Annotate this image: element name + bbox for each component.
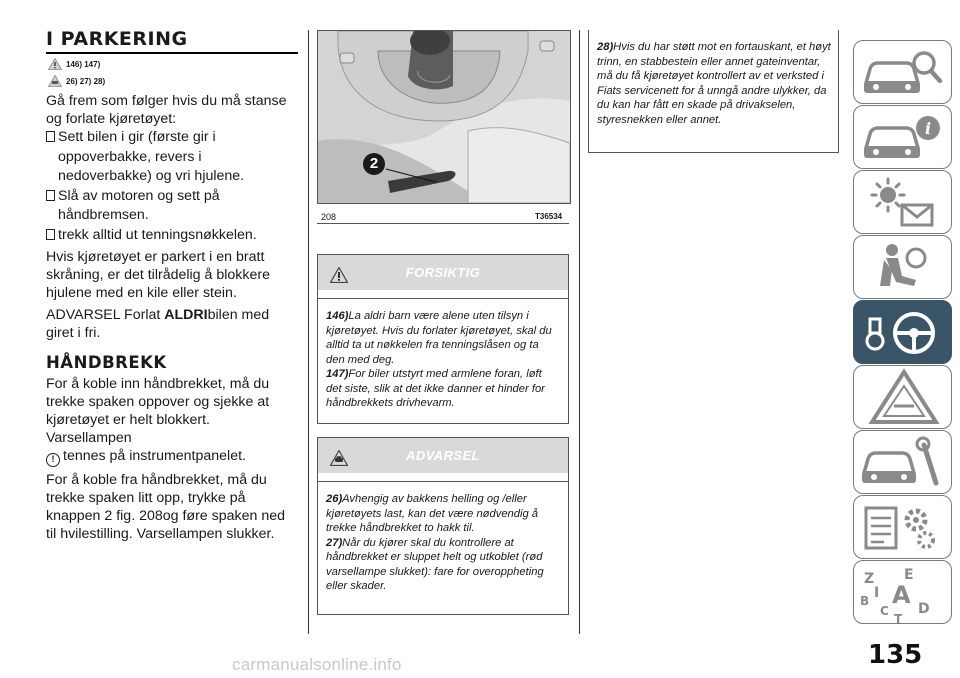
note-text: Hvis du har støtt mot en fortauskant, et høyt trinn, en stabbestein eller annet gateinventar, må du få kjøretøyet kontrollert av et verksted i Fiats servicenett for å unngå andre ulykker, da du kan har fått en skade på drivakselen, styresnekken eller annet.	[597, 41, 831, 126]
slope-paragraph: Hvis kjøretøyet er parkert i en bratt skråning, er det tilrådelig å blokkere hjulene med en kile eller stein.	[46, 248, 270, 301]
caution-item	[326, 367, 560, 411]
page-number: 135	[868, 640, 923, 670]
key-steering-wheel-icon	[854, 301, 953, 365]
engage-text: For å koble inn håndbrekket, må du trekke spaken oppover og sjekke at kjøretøyet er helt blokkert. Varsellampen	[46, 375, 270, 446]
warning-item	[326, 536, 560, 594]
dashboard-lights-icon	[854, 171, 953, 235]
note-text: For biler utstyrt med armlene foran, løft det siste, slik at det ikke danner et hinder for håndbrekkets drivhevarm.	[326, 368, 545, 409]
tab-dashboard-lights[interactable]	[853, 170, 952, 234]
car-search-icon	[854, 41, 953, 105]
bullet-text: Slå av motoren og sett på håndbremsen.	[58, 187, 220, 223]
warning-header	[318, 438, 568, 473]
list-item	[46, 128, 298, 187]
car-warning-icon	[48, 75, 62, 87]
note-number[interactable]: 27)	[326, 536, 343, 549]
warning-refs-2	[48, 74, 298, 88]
index-letters-icon	[854, 561, 953, 625]
note-number[interactable]: 26)	[326, 493, 343, 505]
bullet-box-icon	[46, 229, 55, 240]
column-divider	[308, 30, 309, 634]
warning-item	[597, 40, 832, 127]
index-letter: I	[874, 585, 880, 601]
warning-triangle-icon	[330, 267, 348, 283]
engage-text-2: tennes på instrumentpanelet.	[63, 447, 246, 464]
bullet-box-icon	[46, 131, 55, 142]
engage-paragraph	[46, 375, 298, 467]
column-divider	[579, 30, 580, 634]
tab-airbag-safety[interactable]	[853, 235, 952, 299]
note-number[interactable]: 146)	[326, 310, 349, 322]
note-number[interactable]: 28)	[597, 41, 614, 53]
figure-handbrake-lever	[317, 30, 571, 204]
advarsel-bold: ALDRI	[164, 306, 208, 323]
tab-specs-gear[interactable]	[853, 495, 952, 559]
column-parking	[46, 28, 298, 543]
car-info-icon	[854, 106, 953, 170]
callout-number: 2	[369, 155, 379, 172]
car-wrench-icon	[854, 431, 953, 495]
warning-box	[317, 437, 569, 615]
tab-warning-triangle[interactable]	[853, 365, 952, 429]
tab-car-info[interactable]	[853, 105, 952, 169]
title-rule	[46, 52, 298, 54]
svg-text:i: i	[924, 119, 932, 138]
warning-continuation-body	[589, 30, 838, 131]
warning-triangle-icon	[48, 58, 62, 70]
index-letter: B	[860, 594, 870, 608]
tab-car-wrench[interactable]	[853, 430, 952, 494]
watermark-text: carmanualsonline.info	[232, 655, 402, 674]
tab-index[interactable]	[853, 560, 952, 624]
caution-header	[318, 255, 568, 290]
note-text: La aldri barn være alene uten tilsyn i kjøretøyet. Hvis du forlater kjøretøyet, skal du alltid ta ut nøkkelen fra tenningslåsen og ta den med deg.	[326, 310, 552, 366]
caution-body	[318, 299, 568, 423]
warning-body	[318, 482, 568, 614]
warning-continuation-box	[588, 30, 839, 153]
index-letter: T	[894, 612, 903, 625]
figure-code: T36534	[535, 212, 563, 221]
caution-item	[326, 309, 560, 367]
note-text: Når du kjører skal du kontrollere at håndbrekket er sluppet helt og utkoblet (rød varsellampe slukket): fare for overoppheting eller skader.	[326, 536, 544, 592]
section-title-handbrake: HÅNDBREKK	[46, 352, 167, 372]
caution-box	[317, 254, 569, 424]
index-letter: A	[892, 581, 911, 609]
advarsel-rest: bilen med giret i fri.	[46, 306, 270, 341]
bullet-box-icon	[46, 190, 55, 201]
advarsel-paragraph	[46, 306, 298, 342]
warning-triangle-icon	[854, 366, 953, 430]
airbag-safety-icon	[854, 236, 953, 300]
specs-gear-icon	[854, 496, 953, 560]
handbrake-warning-lamp-icon: !	[46, 453, 60, 467]
tab-car-search[interactable]	[853, 40, 952, 104]
index-letter: D	[918, 601, 930, 617]
figure-rule	[317, 223, 569, 224]
note-text: Avhengig av bakkens helling og /eller kjøretøyets last, kan det være nødvendig å trekke håndbrekket to hakk til.	[326, 493, 539, 534]
section-title: I PARKERING	[46, 28, 188, 50]
refs-text[interactable]: 146) 147)	[66, 59, 101, 69]
index-letter: C	[880, 604, 889, 618]
bullet-text: Sett bilen i gir (første gir i oppoverbakke, revers i nedoverbakke) og vri hjulene.	[58, 129, 245, 184]
warning-item	[326, 492, 560, 536]
figure-number: 208	[321, 212, 337, 222]
caution-heading: FORSIKTIG	[405, 265, 481, 280]
car-warning-icon	[330, 450, 348, 466]
intro-paragraph: Gå frem som følger hvis du må stanse og forlate kjøretøyet:	[46, 93, 287, 127]
list-item	[46, 226, 298, 244]
warning-refs-1	[48, 57, 298, 71]
tab-key-steering-wheel[interactable]	[853, 300, 952, 364]
warning-heading: ADVARSEL	[406, 448, 480, 463]
release-paragraph: For å koble fra håndbrekket, må du trekke spaken litt opp, trykke på knappen 2 fig. 208og føre spaken ned til hvilestilling. Varsellampen slukker.	[46, 471, 285, 542]
index-letter: E	[904, 567, 914, 583]
bullet-text: trekk alltid ut tenningsnøkkelen.	[58, 226, 257, 243]
list-item	[46, 187, 298, 226]
refs-text[interactable]: 26) 27) 28)	[66, 76, 106, 86]
note-number[interactable]: 147)	[326, 368, 349, 380]
advarsel-prefix: ADVARSEL Forlat	[46, 306, 165, 323]
index-letter: Z	[864, 571, 875, 587]
figure-illustration	[318, 31, 570, 203]
